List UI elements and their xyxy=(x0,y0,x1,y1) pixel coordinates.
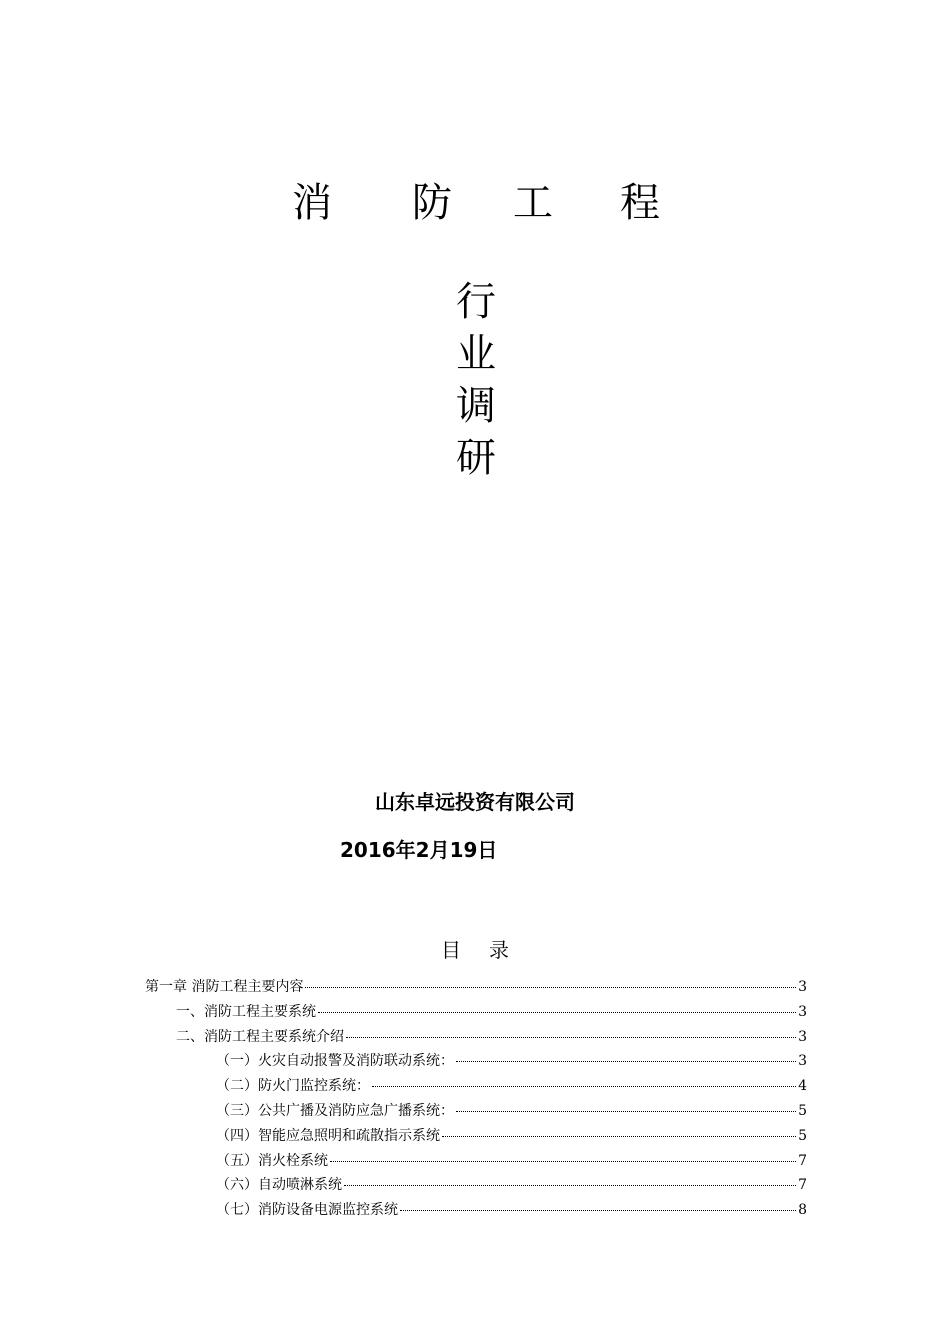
cover-subtitle-char: 行 xyxy=(456,279,496,325)
toc-entry-label: （五）消火栓系统 xyxy=(216,1152,328,1169)
table-of-contents xyxy=(145,975,807,1223)
toc-leader-dots xyxy=(344,1185,796,1186)
toc-leader-dots xyxy=(330,1161,796,1162)
toc-entry-page: 7 xyxy=(798,1152,807,1169)
toc-entry-label: （一）火灾自动报警及消防联动系统： xyxy=(216,1053,454,1070)
report-date: 2016年2月19日 xyxy=(340,838,498,862)
toc-leader-dots xyxy=(372,1086,796,1087)
toc-entry-page: 4 xyxy=(798,1078,807,1095)
cover-title-char: 防 xyxy=(412,180,452,226)
cover-subtitle-char: 研 xyxy=(456,435,496,481)
toc-leader-dots xyxy=(456,1061,796,1062)
toc-leader-dots xyxy=(346,1037,796,1038)
toc-entry-page: 3 xyxy=(798,1028,807,1045)
toc-leader-dots xyxy=(305,987,796,988)
toc-entry-label: 第一章 消防工程主要内容 xyxy=(145,979,304,995)
toc-entry[interactable] xyxy=(145,1173,807,1198)
toc-leader-dots xyxy=(400,1210,796,1211)
cover-title-char: 程 xyxy=(620,180,660,226)
toc-entry-page: 8 xyxy=(798,1202,807,1219)
toc-entry[interactable] xyxy=(145,1025,807,1050)
toc-heading: 目录 xyxy=(441,938,537,962)
toc-entry[interactable] xyxy=(145,1099,807,1124)
toc-entry-page: 7 xyxy=(798,1177,807,1194)
toc-leader-dots xyxy=(318,1012,796,1013)
toc-entry-label: （二）防火门监控系统： xyxy=(216,1078,370,1095)
toc-entry-page: 3 xyxy=(798,1003,807,1020)
toc-entry-label: 二、消防工程主要系统介绍 xyxy=(176,1028,344,1045)
toc-entry-label: 一、消防工程主要系统 xyxy=(176,1003,316,1020)
toc-entry[interactable] xyxy=(145,1074,807,1099)
toc-entry[interactable] xyxy=(145,1149,807,1174)
toc-leader-dots xyxy=(442,1136,796,1137)
toc-entry-label: （六）自动喷淋系统 xyxy=(216,1177,342,1194)
toc-entry-label: （三）公共广播及消防应急广播系统： xyxy=(216,1102,454,1119)
toc-entry-label: （四）智能应急照明和疏散指示系统 xyxy=(216,1127,440,1144)
company-name: 山东卓远投资有限公司 xyxy=(375,790,575,814)
toc-entry[interactable] xyxy=(145,975,807,1000)
toc-entry[interactable] xyxy=(145,1000,807,1025)
toc-entry-page: 3 xyxy=(798,979,807,995)
cover-subtitle-char: 调 xyxy=(456,383,496,429)
toc-entry[interactable] xyxy=(145,1049,807,1074)
cover-title-char: 工 xyxy=(513,180,553,226)
toc-leader-dots xyxy=(456,1111,796,1112)
toc-entry[interactable] xyxy=(145,1198,807,1223)
toc-entry-page: 3 xyxy=(798,1053,807,1070)
toc-entry-page: 5 xyxy=(798,1102,807,1119)
cover-subtitle-vertical xyxy=(450,276,502,484)
cover-title xyxy=(0,178,950,234)
cover-title-char: 消 xyxy=(292,180,332,226)
toc-entry-page: 5 xyxy=(798,1127,807,1144)
toc-entry[interactable] xyxy=(145,1124,807,1149)
cover-subtitle-char: 业 xyxy=(456,331,496,377)
toc-entry-label: （七）消防设备电源监控系统 xyxy=(216,1202,398,1219)
